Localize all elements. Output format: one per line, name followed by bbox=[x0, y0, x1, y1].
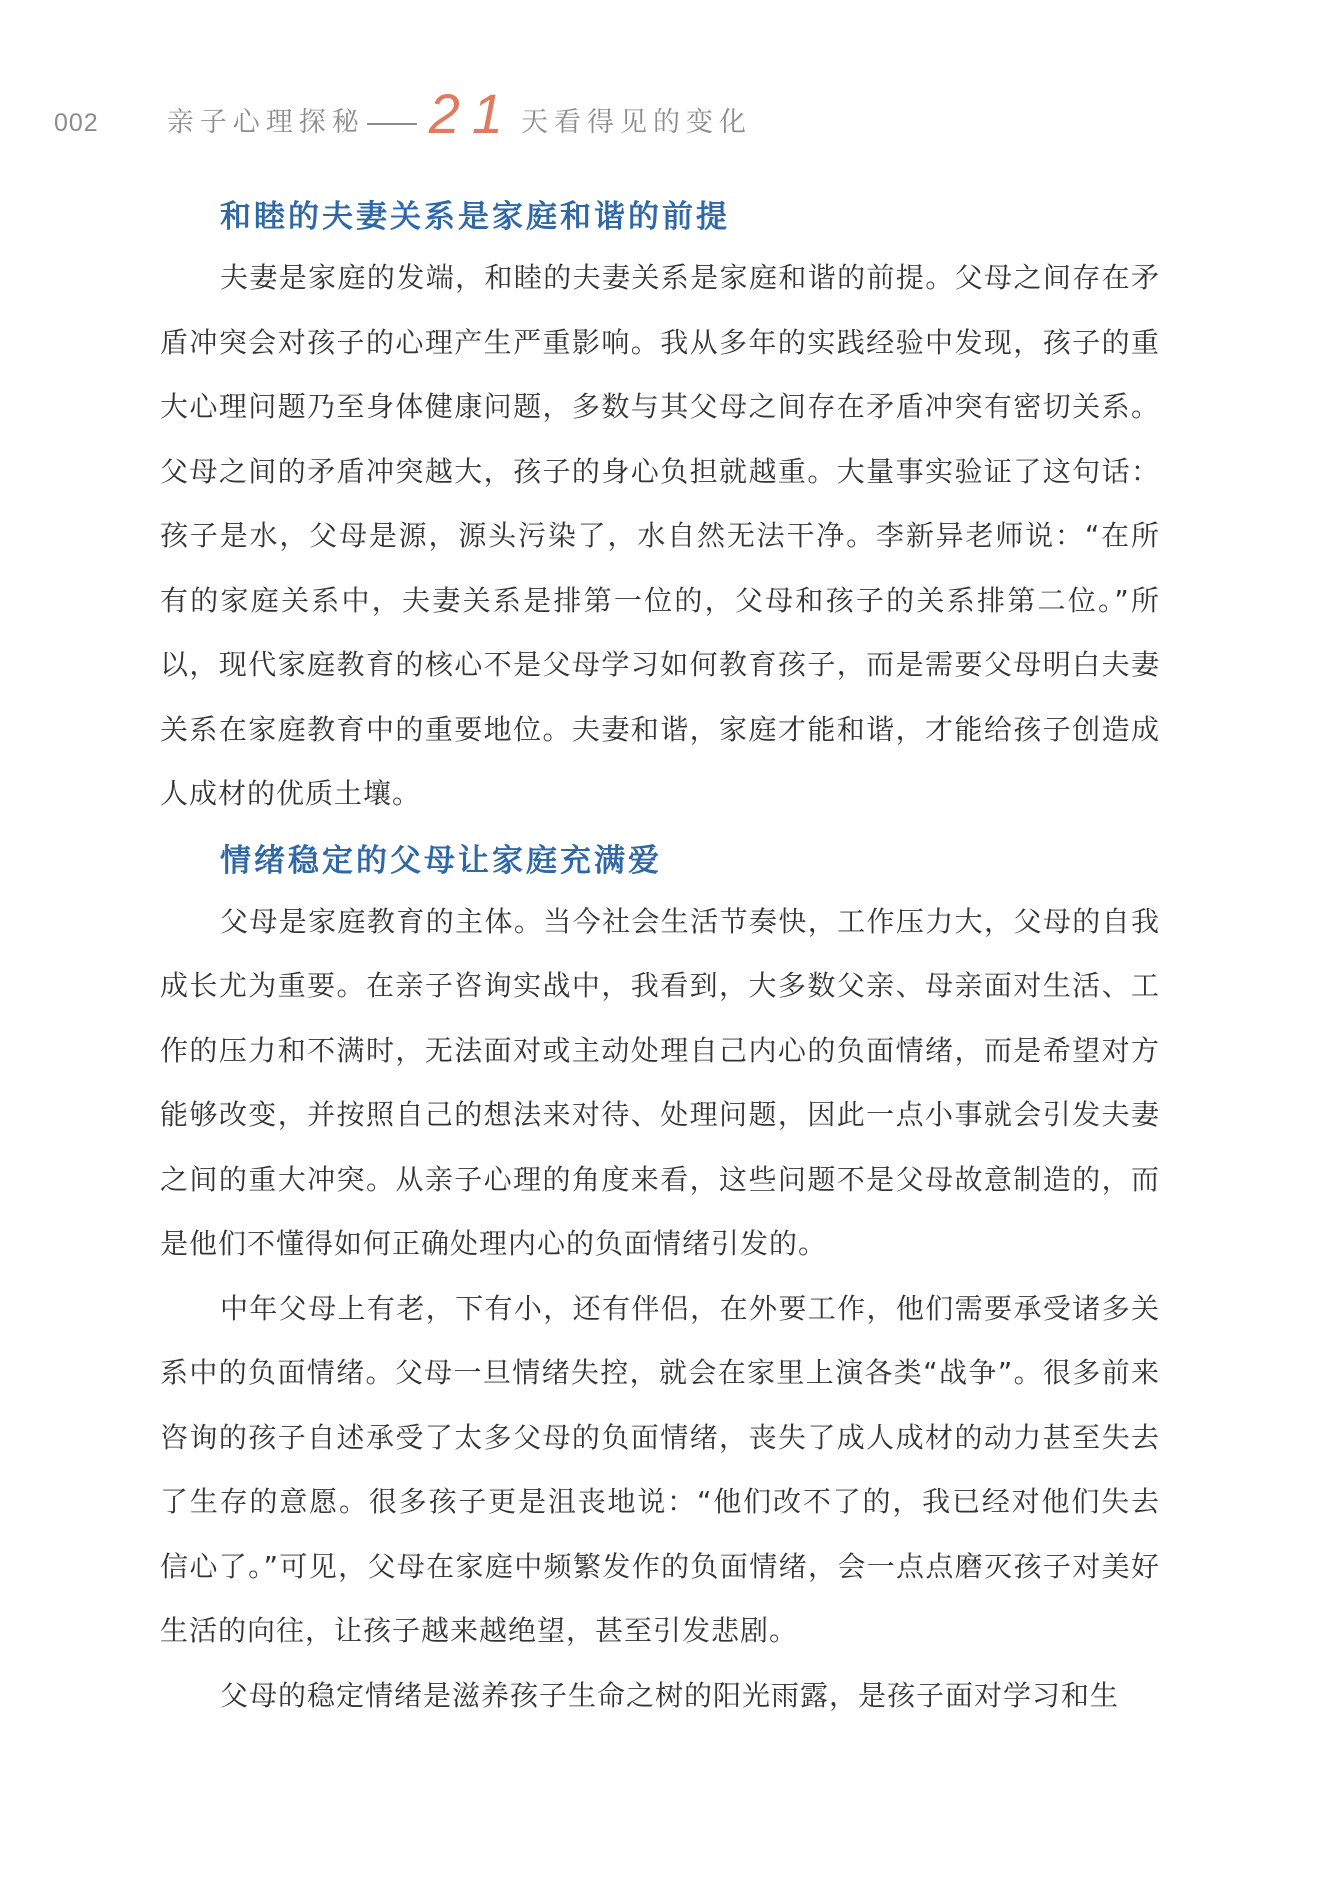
running-header bbox=[54, 82, 753, 145]
section-heading: 和睦的夫妻关系是家庭和谐的前提 bbox=[220, 199, 730, 235]
section-stable-parents bbox=[160, 832, 1160, 1729]
body-paragraph: 父母的稳定情绪是滋养孩子生命之树的阳光雨露，是孩子面对学习和生 bbox=[220, 1678, 1120, 1712]
book-title-main: 亲子心理探秘 bbox=[166, 107, 365, 138]
body-paragraph: 夫妻是家庭的发端，和睦的夫妻关系是家庭和谐的前提。父母之间存在矛盾冲突会对孩子的心理产生严重影响。我从多年的实践经验中发现，孩子的重大心理问题乃至身体健康问题，多数与其父母之间存在矛盾冲突有密切关系。父母之间的矛盾冲突越大，孩子的身心负担就越重。大量事实验证了这句话：孩子是水，父母是源，源头污染了，水自然无法干净。李新异老师说：“在所有的家庭关系中，夫妻关系是排第一位的，父母和孩子的关系排第二位。”所以，现代家庭教育的核心不是父母学习如何教育孩子，而是需要父母明白夫妻关系在家庭教育中的重要地位。夫妻和谐，家庭才能和谐，才能给孩子创造成人成材的优质土壤。 bbox=[160, 261, 1160, 810]
section-harmonious-marriage bbox=[160, 188, 1160, 827]
page-number: 002 bbox=[54, 109, 99, 137]
title-dash-divider bbox=[367, 123, 417, 125]
body-paragraph: 父母是家庭教育的主体。当今社会生活节奏快，工作压力大，父母的自我成长尤为重要。在亲子咨询实战中，我看到，大多数父亲、母亲面对生活、工作的压力和不满时，无法面对或主动处理自己内心的负面情绪，而是希望对方能够改变，并按照自己的想法来对待、处理问题，因此一点小事就会引发夫妻之间的重大冲突。从亲子心理的角度来看，这些问题不是父母故意制造的，而是他们不懂得如何正确处理内心的负面情绪引发的。 bbox=[160, 904, 1160, 1260]
section-heading: 情绪稳定的父母让家庭充满爱 bbox=[220, 842, 662, 879]
page-body bbox=[160, 188, 1160, 1728]
book-title-number: 21 bbox=[428, 82, 516, 145]
book-title-sub: 天看得见的变化 bbox=[521, 107, 753, 138]
body-paragraph: 中年父母上有老，下有小，还有伴侣，在外要工作，他们需要承受诸多关系中的负面情绪。父母一旦情绪失控，就会在家里上演各类“战争”。很多前来咨询的孩子自述承受了太多父母的负面情绪，丧失了成人成材的动力甚至失去了生存的意愿。很多孩子更是沮丧地说：“他们改不了的，我已经对他们失去信心了。”可见，父母在家庭中频繁发作的负面情绪，会一点点磨灭孩子对美好生活的向往，让孩子越来越绝望，甚至引发悲剧。 bbox=[160, 1291, 1160, 1647]
